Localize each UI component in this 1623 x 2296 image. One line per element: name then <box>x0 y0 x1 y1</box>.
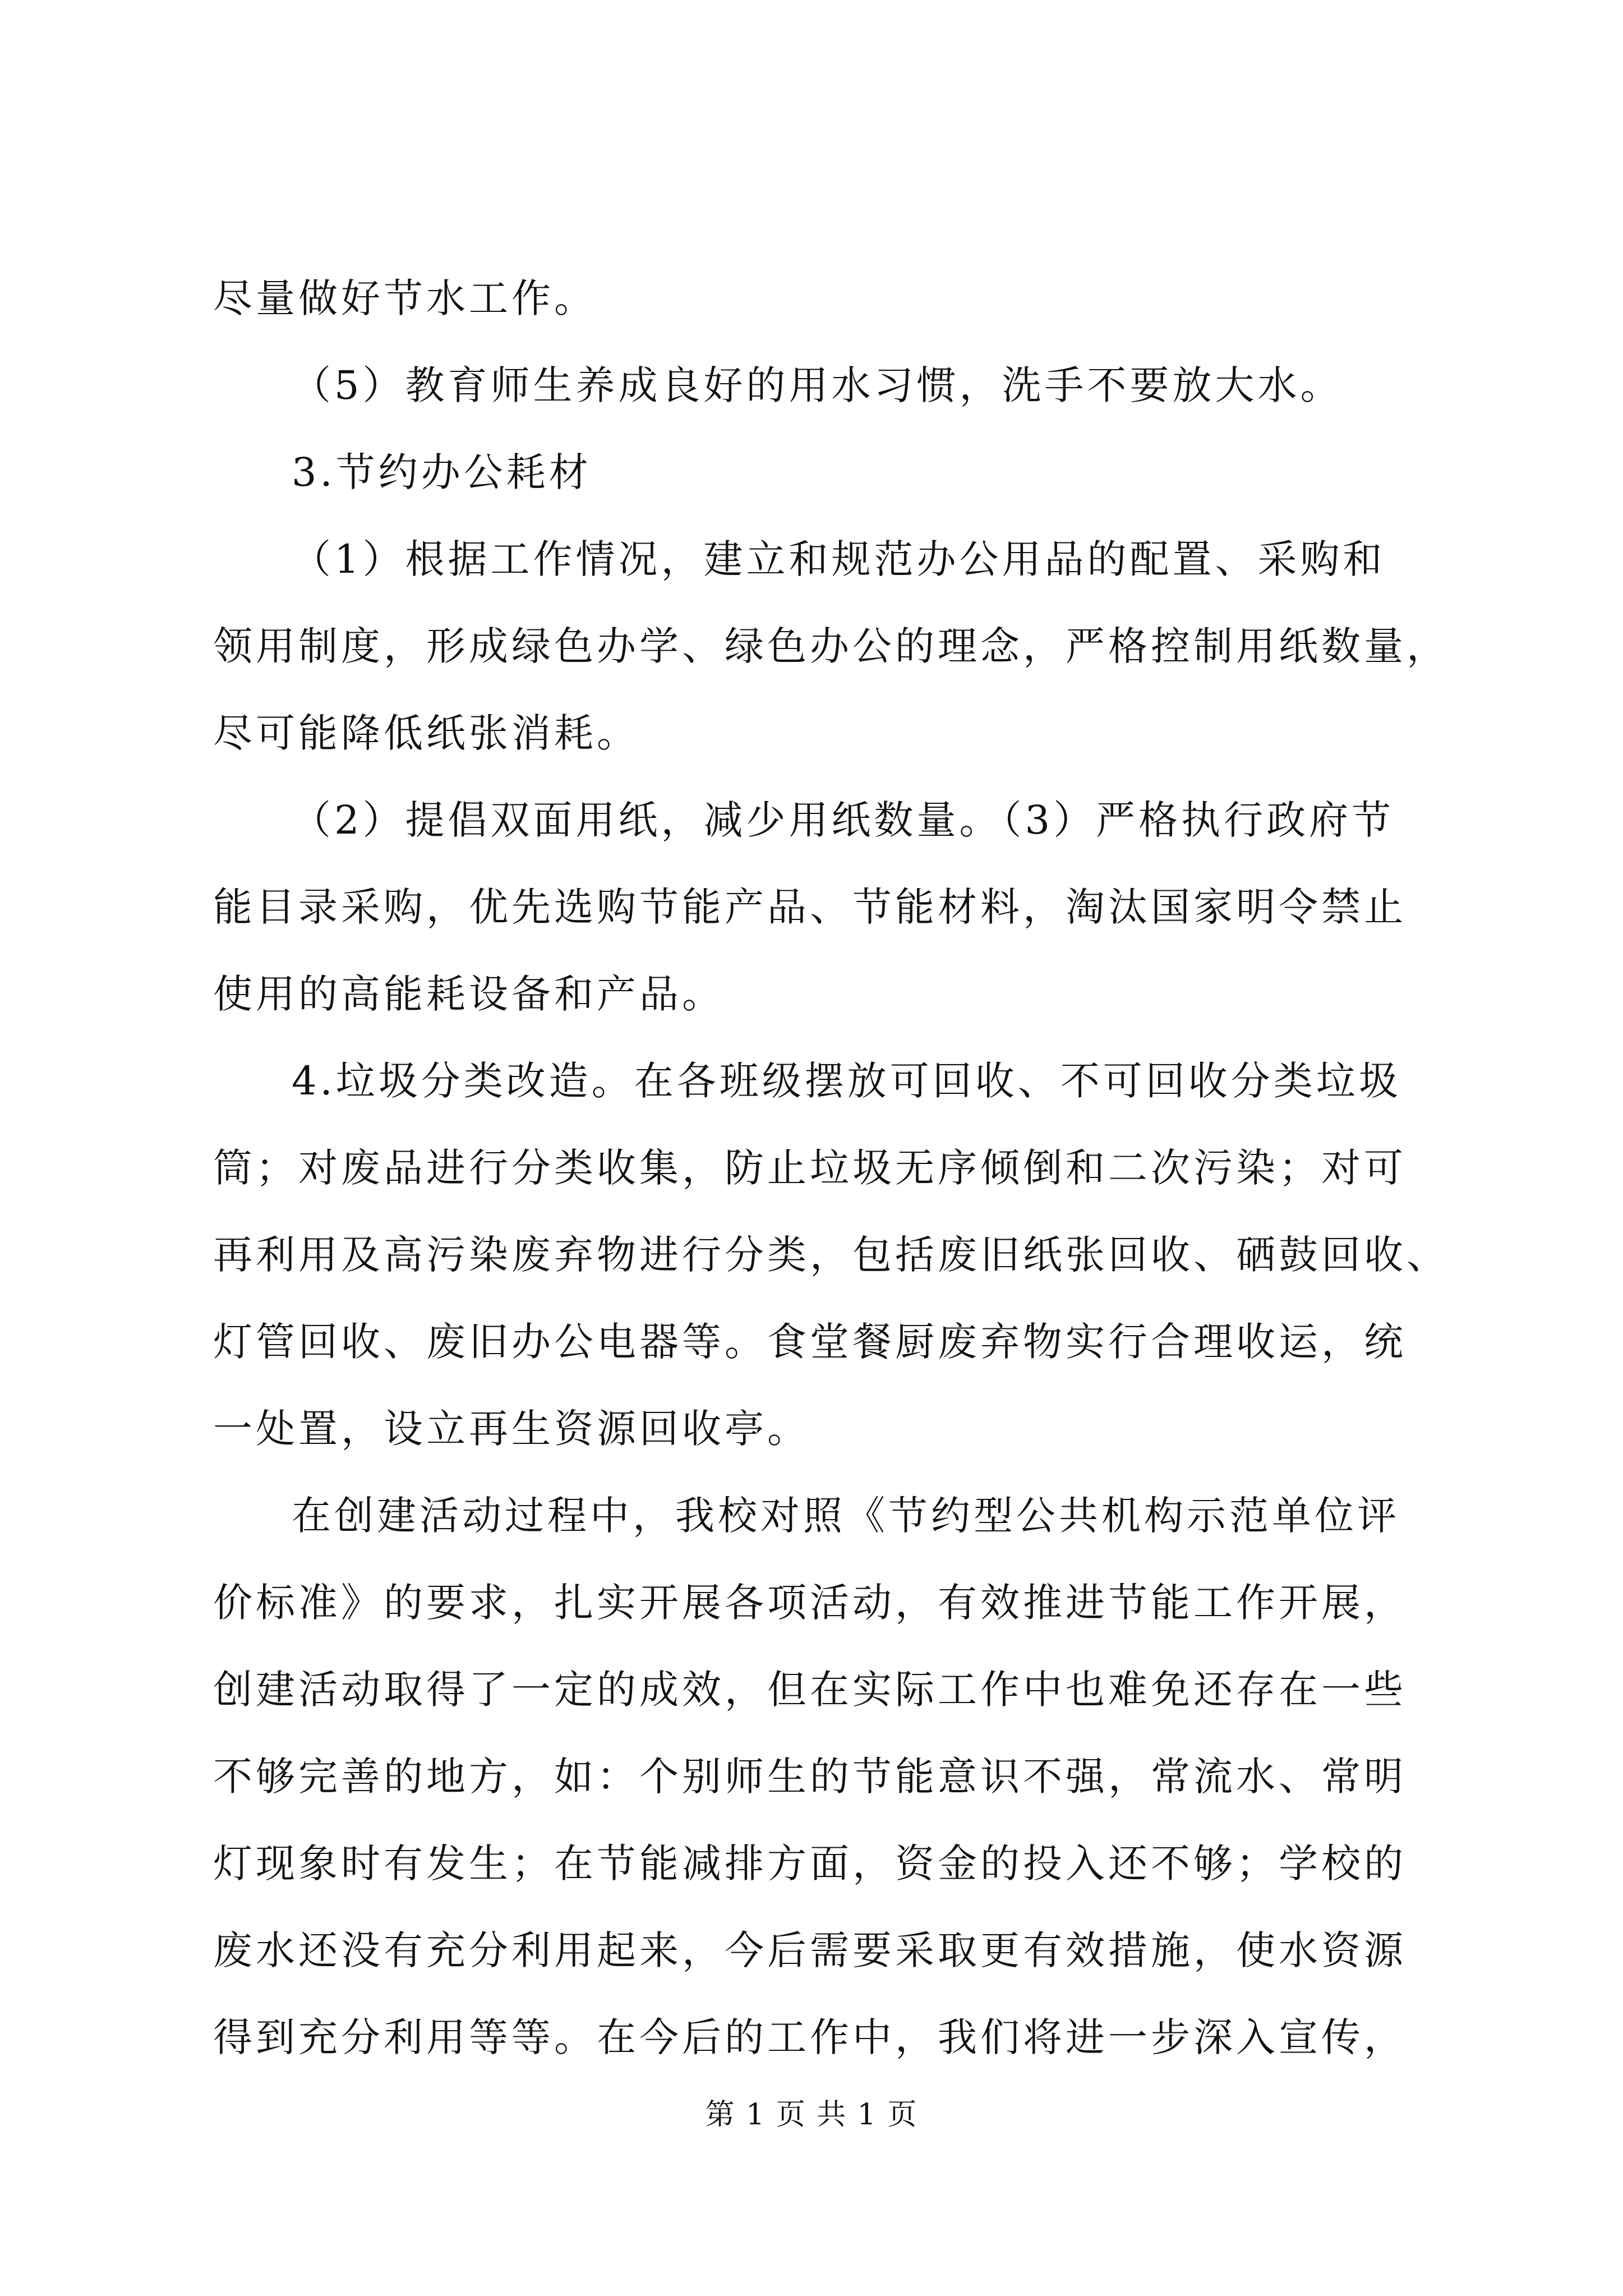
text-line: 价标准》的要求，扎实开展各项活动，有效推进节能工作开展， <box>213 1580 1407 1626</box>
text-line: 在创建活动过程中，我校对照《节约型公共机构示范单位评 <box>292 1493 1400 1539</box>
text-line: 尽可能降低纸张消耗。 <box>213 710 639 756</box>
text-line: （5）教育师生养成良好的用水习惯，洗手不要放大水。 <box>292 362 1343 408</box>
text-line: 灯管回收、废旧办公电器等。食堂餐厨废弃物实行合理收运，统 <box>213 1319 1407 1365</box>
document-body <box>213 255 1449 2081</box>
text-line: 废水还没有充分利用起来，今后需要采取更有效措施，使水资源 <box>213 1927 1407 1973</box>
text-line: 得到充分利用等等。在今后的工作中，我们将进一步深入宣传， <box>213 2014 1407 2060</box>
text-line: 再利用及高污染废弃物进行分类，包括废旧纸张回收、硒鼓回收、 <box>213 1232 1449 1278</box>
text-line: 能目录采购，优先选购节能产品、节能材料，淘汰国家明令禁止 <box>213 884 1407 930</box>
text-line: 灯现象时有发生；在节能减排方面，资金的投入还不够；学校的 <box>213 1841 1407 1887</box>
page-footer <box>0 2095 1623 2134</box>
text-line: 尽量做好节水工作。 <box>213 275 597 321</box>
text-line: 创建活动取得了一定的成效，但在实际工作中也难免还存在一些 <box>213 1667 1407 1713</box>
text-line: 4.垃圾分类改造。在各班级摆放可回收、不可回收分类垃圾 <box>292 1058 1401 1104</box>
text-line: 筒；对废品进行分类收集，防止垃圾无序倾倒和二次污染；对可 <box>213 1145 1407 1191</box>
page-number: 第 1 页 共 1 页 <box>705 2098 918 2132</box>
text-line: （2）提倡双面用纸，减少用纸数量。（3）严格执行政府节 <box>292 797 1395 843</box>
text-line: 使用的高能耗设备和产品。 <box>213 971 725 1017</box>
text-line: （1）根据工作情况，建立和规范办公用品的配置、采购和 <box>292 536 1386 582</box>
section-heading: 3.节约办公耗材 <box>292 449 592 495</box>
text-line: 不够完善的地方，如：个别师生的节能意识不强，常流水、常明 <box>213 1754 1407 1800</box>
text-line: 一处置，设立再生资源回收亭。 <box>213 1406 810 1452</box>
text-line: 领用制度，形成绿色办学、绿色办公的理念，严格控制用纸数量， <box>213 623 1449 669</box>
